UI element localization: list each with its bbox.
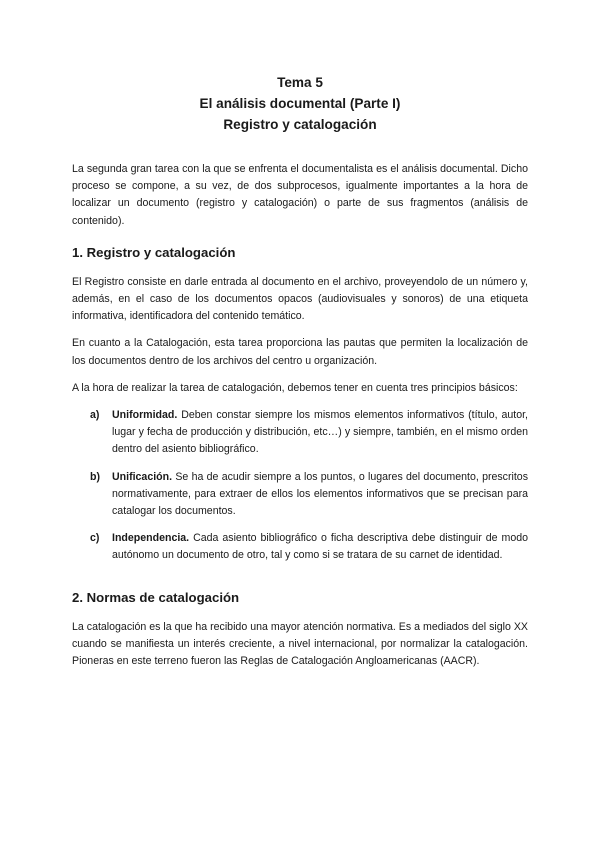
principle-text: Cada asiento bibliográfico o ficha descriptiva debe distinguir de modo autónomo un documento de otro, tal y como si se tratara de su carnet de identidad. bbox=[112, 532, 528, 562]
registro-paragraph: El Registro consiste en darle entrada al documento en el archivo, proveyendolo de un número y, además, en el caso de los documentos opacos (audiovisuales y sonoros) de una etiqueta informativa, identificadora del contenido temático. bbox=[72, 275, 528, 323]
catalogacion-paragraph: En cuanto a la Catalogación, esta tarea proporciona las pautas que permiten la localización de los documentos dentro de los archivos del centro u organización. bbox=[72, 337, 528, 367]
list-marker: b) bbox=[90, 470, 100, 483]
principle-text: Se ha de acudir siempre a los puntos, o lugares del documento, prescritos normativamente, para extraer de ellos los elementos informativos que se precisan para catalogar los documentos. bbox=[112, 470, 528, 518]
principle-item bbox=[90, 530, 528, 564]
principle-term: Uniformidad. bbox=[112, 409, 178, 422]
principle-item bbox=[90, 469, 528, 521]
principle-term: Independencia. bbox=[112, 532, 190, 545]
list-marker: a) bbox=[90, 409, 100, 422]
normas-paragraph: La catalogación es la que ha recibido una mayor atención normativa. Es a mediados del siglo XX cuando se manifiesta un interés creciente, a nivel internacional, por normalizar la catalogación. Pioneras en este terreno fueron las Reglas de Catalogación Angloamericanas (AACR). bbox=[72, 620, 528, 668]
principle-item bbox=[90, 407, 528, 459]
principle-body bbox=[112, 530, 528, 564]
section-2-heading: 2. Normas de catalogación bbox=[72, 589, 240, 605]
principle-text: Deben constar siempre los mismos elementos informativos (título, autor, lugar y fecha de producción y distribución, etc…) y siempre, también, en el mismo orden dentro del asiento bibliográfico. bbox=[112, 409, 528, 456]
section-1-heading: 1. Registro y catalogación bbox=[72, 244, 236, 260]
principle-body bbox=[112, 407, 528, 459]
intro-paragraph: La segunda gran tarea con la que se enfrenta el documentalista es el análisis documental. Dicho proceso se compone, a su vez, de dos subprocesos, igualmente importantes a la hora de localizar un documento (registro y catalogación) o parte de sus fragmentos (análisis de contenido). bbox=[72, 163, 528, 227]
topic-title: El análisis documental (Parte I) bbox=[199, 96, 401, 111]
list-marker: c) bbox=[90, 532, 100, 545]
topic-subtitle: Registro y catalogación bbox=[223, 117, 377, 132]
topic-number: Tema 5 bbox=[277, 75, 323, 90]
title-block bbox=[72, 72, 528, 135]
principles-intro-paragraph: A la hora de realizar la tarea de catalogación, debemos tener en cuenta tres principios básicos: bbox=[72, 381, 518, 394]
principles-list bbox=[72, 407, 528, 565]
principle-term: Unificación. bbox=[112, 470, 173, 483]
principle-body bbox=[112, 469, 528, 521]
